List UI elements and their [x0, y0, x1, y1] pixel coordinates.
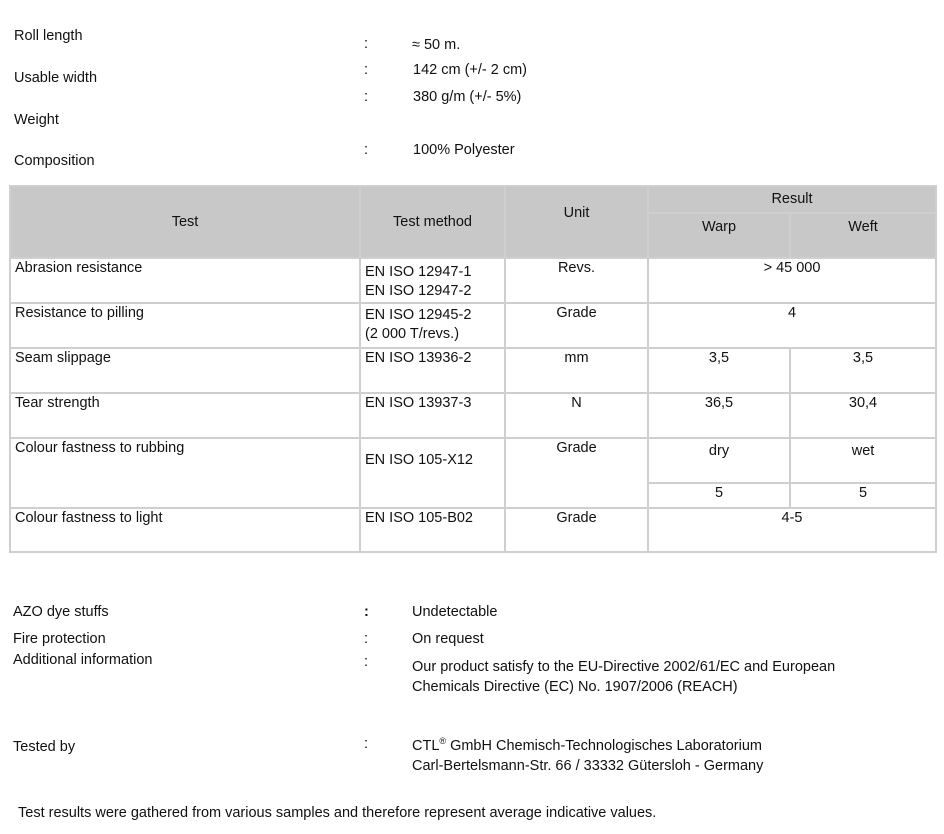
header-warp: Warp — [648, 213, 790, 258]
extra-value-tested-by-line2: Carl-Bertelsmann-Str. 66 / 33332 Gütersloh - Germany — [412, 758, 764, 774]
test-unit: N — [505, 393, 648, 438]
test-results-table — [9, 185, 937, 553]
method-line: EN ISO 12947-2 — [365, 283, 472, 299]
extra-value-tested-by-line1 — [412, 738, 762, 754]
table-row — [10, 508, 936, 552]
spec-value-composition: 100% Polyester — [413, 142, 515, 158]
footnote: Test results were gathered from various samples and therefore represent average indicative values. — [18, 805, 657, 821]
extra-label-additional: Additional information — [13, 652, 153, 668]
header-test-method: Test method — [360, 186, 505, 258]
registered-mark: ® — [439, 736, 447, 746]
test-name: Abrasion resistance — [10, 258, 360, 303]
table-row — [10, 303, 936, 348]
test-method: EN ISO 13937-3 — [360, 393, 505, 438]
extra-value-azo: Undetectable — [412, 604, 498, 620]
method-line: EN ISO 12947-1 — [365, 264, 472, 280]
header-test: Test — [10, 186, 360, 258]
extra-colon: : — [364, 631, 369, 647]
method-line: (2 000 T/revs.) — [365, 326, 460, 342]
extra-value-fire: On request — [412, 631, 484, 647]
spec-label-weight: Weight — [14, 112, 59, 128]
extra-label-fire: Fire protection — [13, 631, 106, 647]
test-name: Colour fastness to rubbing — [10, 438, 360, 508]
test-result-weft: 30,4 — [790, 393, 936, 438]
spec-value-usable-width: 142 cm (+/- 2 cm) — [413, 62, 528, 78]
table-row — [10, 258, 936, 303]
test-result: 4 — [648, 303, 936, 348]
spec-colon: : — [364, 142, 369, 158]
test-result: 4-5 — [648, 508, 936, 552]
extra-colon: : — [364, 604, 369, 620]
test-name: Resistance to pilling — [10, 303, 360, 348]
table-row — [10, 393, 936, 438]
rubbing-dry-label: dry — [648, 438, 790, 483]
test-result: > 45 000 — [648, 258, 936, 303]
header-result: Result — [648, 186, 936, 213]
extra-label-azo: AZO dye stuffs — [13, 604, 109, 620]
spec-value-roll-length: ≈ 50 m. — [412, 37, 461, 53]
extra-colon: : — [364, 736, 369, 752]
spec-colon: : — [364, 36, 369, 52]
lab-name: GmbH Chemisch-Technologisches Laboratorium — [446, 738, 762, 754]
rubbing-wet-label: wet — [790, 438, 936, 483]
test-result-warp: 3,5 — [648, 348, 790, 393]
spec-value-weight: 380 g/m (+/- 5%) — [413, 89, 522, 105]
table-row — [10, 348, 936, 393]
header-weft: Weft — [790, 213, 936, 258]
test-method: EN ISO 105-B02 — [360, 508, 505, 552]
method-line: EN ISO 12945-2 — [365, 307, 472, 323]
test-method: EN ISO 105-X12 — [360, 438, 505, 508]
extra-label-tested-by: Tested by — [13, 739, 76, 755]
spec-colon: : — [364, 89, 369, 105]
header-unit: Unit — [505, 186, 648, 258]
spec-label-roll-length: Roll length — [14, 28, 83, 44]
test-name: Colour fastness to light — [10, 508, 360, 552]
table-row — [10, 438, 936, 483]
test-result-warp: 5 — [648, 483, 790, 508]
lab-brand: CTL — [412, 738, 440, 754]
spec-label-usable-width: Usable width — [14, 70, 98, 86]
extra-value-additional-line1: Our product satisfy to the EU-Directive 2002/61/EC and European — [412, 659, 836, 675]
test-result-warp: 36,5 — [648, 393, 790, 438]
test-unit: Grade — [505, 438, 648, 508]
test-result-weft: 3,5 — [790, 348, 936, 393]
test-result-weft: 5 — [790, 483, 936, 508]
extra-value-additional-line2: Chemicals Directive (EC) No. 1907/2006 (REACH) — [412, 679, 738, 695]
spec-label-composition: Composition — [14, 153, 95, 169]
test-method: EN ISO 13936-2 — [360, 348, 505, 393]
test-method — [360, 303, 505, 348]
test-unit: Grade — [505, 508, 648, 552]
test-unit: Grade — [505, 303, 648, 348]
extra-colon: : — [364, 654, 369, 670]
test-name: Seam slippage — [10, 348, 360, 393]
spec-colon: : — [364, 62, 369, 78]
test-method — [360, 258, 505, 303]
test-name: Tear strength — [10, 393, 360, 438]
test-unit: mm — [505, 348, 648, 393]
test-unit: Revs. — [505, 258, 648, 303]
